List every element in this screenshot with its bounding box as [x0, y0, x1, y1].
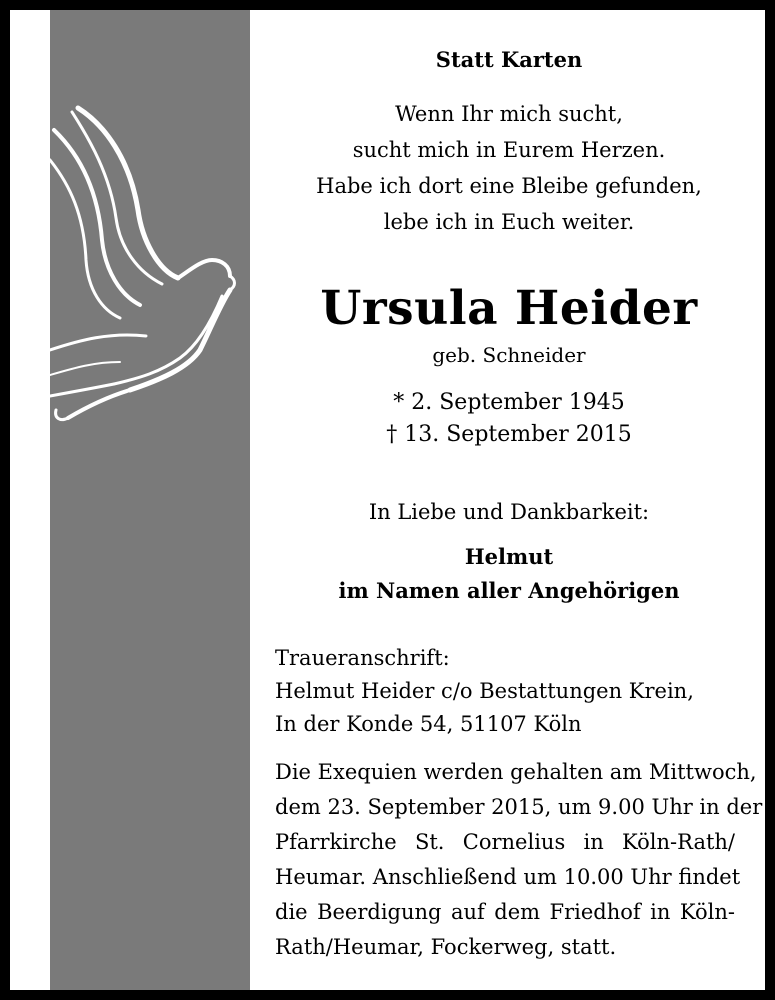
address-line: Helmut Heider c/o Bestattungen Krein, [275, 679, 694, 703]
address-line: In der Konde 54, 51107 Köln [275, 712, 582, 736]
poem-line: Habe ich dort eine Bleibe gefunden, [316, 174, 702, 198]
mourning-address [275, 642, 745, 741]
signer-line: im Namen aller Angehörigen [338, 578, 680, 603]
poem-line: sucht mich in Eurem Herzen. [352, 138, 666, 162]
notice-heading: Statt Karten [435, 47, 583, 72]
service-info [275, 755, 763, 965]
service-line: dem 23. September 2015, um 9.00 Uhr in der [275, 795, 763, 819]
address-line: Traueranschrift: [275, 646, 450, 670]
signers [272, 540, 746, 608]
poem [272, 96, 746, 240]
death-date: † 13. September 2015 [386, 422, 632, 447]
service-line: Heumar. Anschließend um 10.00 Uhr findet [275, 865, 741, 889]
maiden-name: geb. Schneider [432, 343, 586, 367]
poem-line: Wenn Ihr mich sucht, [395, 102, 623, 126]
thanks-line: In Liebe und Dankbarkeit: [368, 500, 650, 524]
obituary-notice [10, 10, 765, 990]
service-line: Rath/Heumar, Fockerweg, statt. [275, 935, 617, 959]
service-line: Pfarrkirche St. Cornelius in Köln-Rath/ [275, 830, 735, 854]
deceased-name: Ursula Heider [320, 281, 698, 336]
birth-date: * 2. September 1945 [393, 390, 625, 415]
decorative-band [50, 10, 250, 990]
notice-content [272, 10, 763, 990]
service-line: Die Exequien werden gehalten am Mittwoch, [275, 760, 757, 784]
poem-line: lebe ich in Euch weiter. [383, 210, 635, 234]
signer-line: Helmut [464, 544, 554, 569]
service-line: die Beerdigung auf dem Friedhof in Köln- [275, 900, 735, 924]
dove-icon [50, 100, 250, 430]
